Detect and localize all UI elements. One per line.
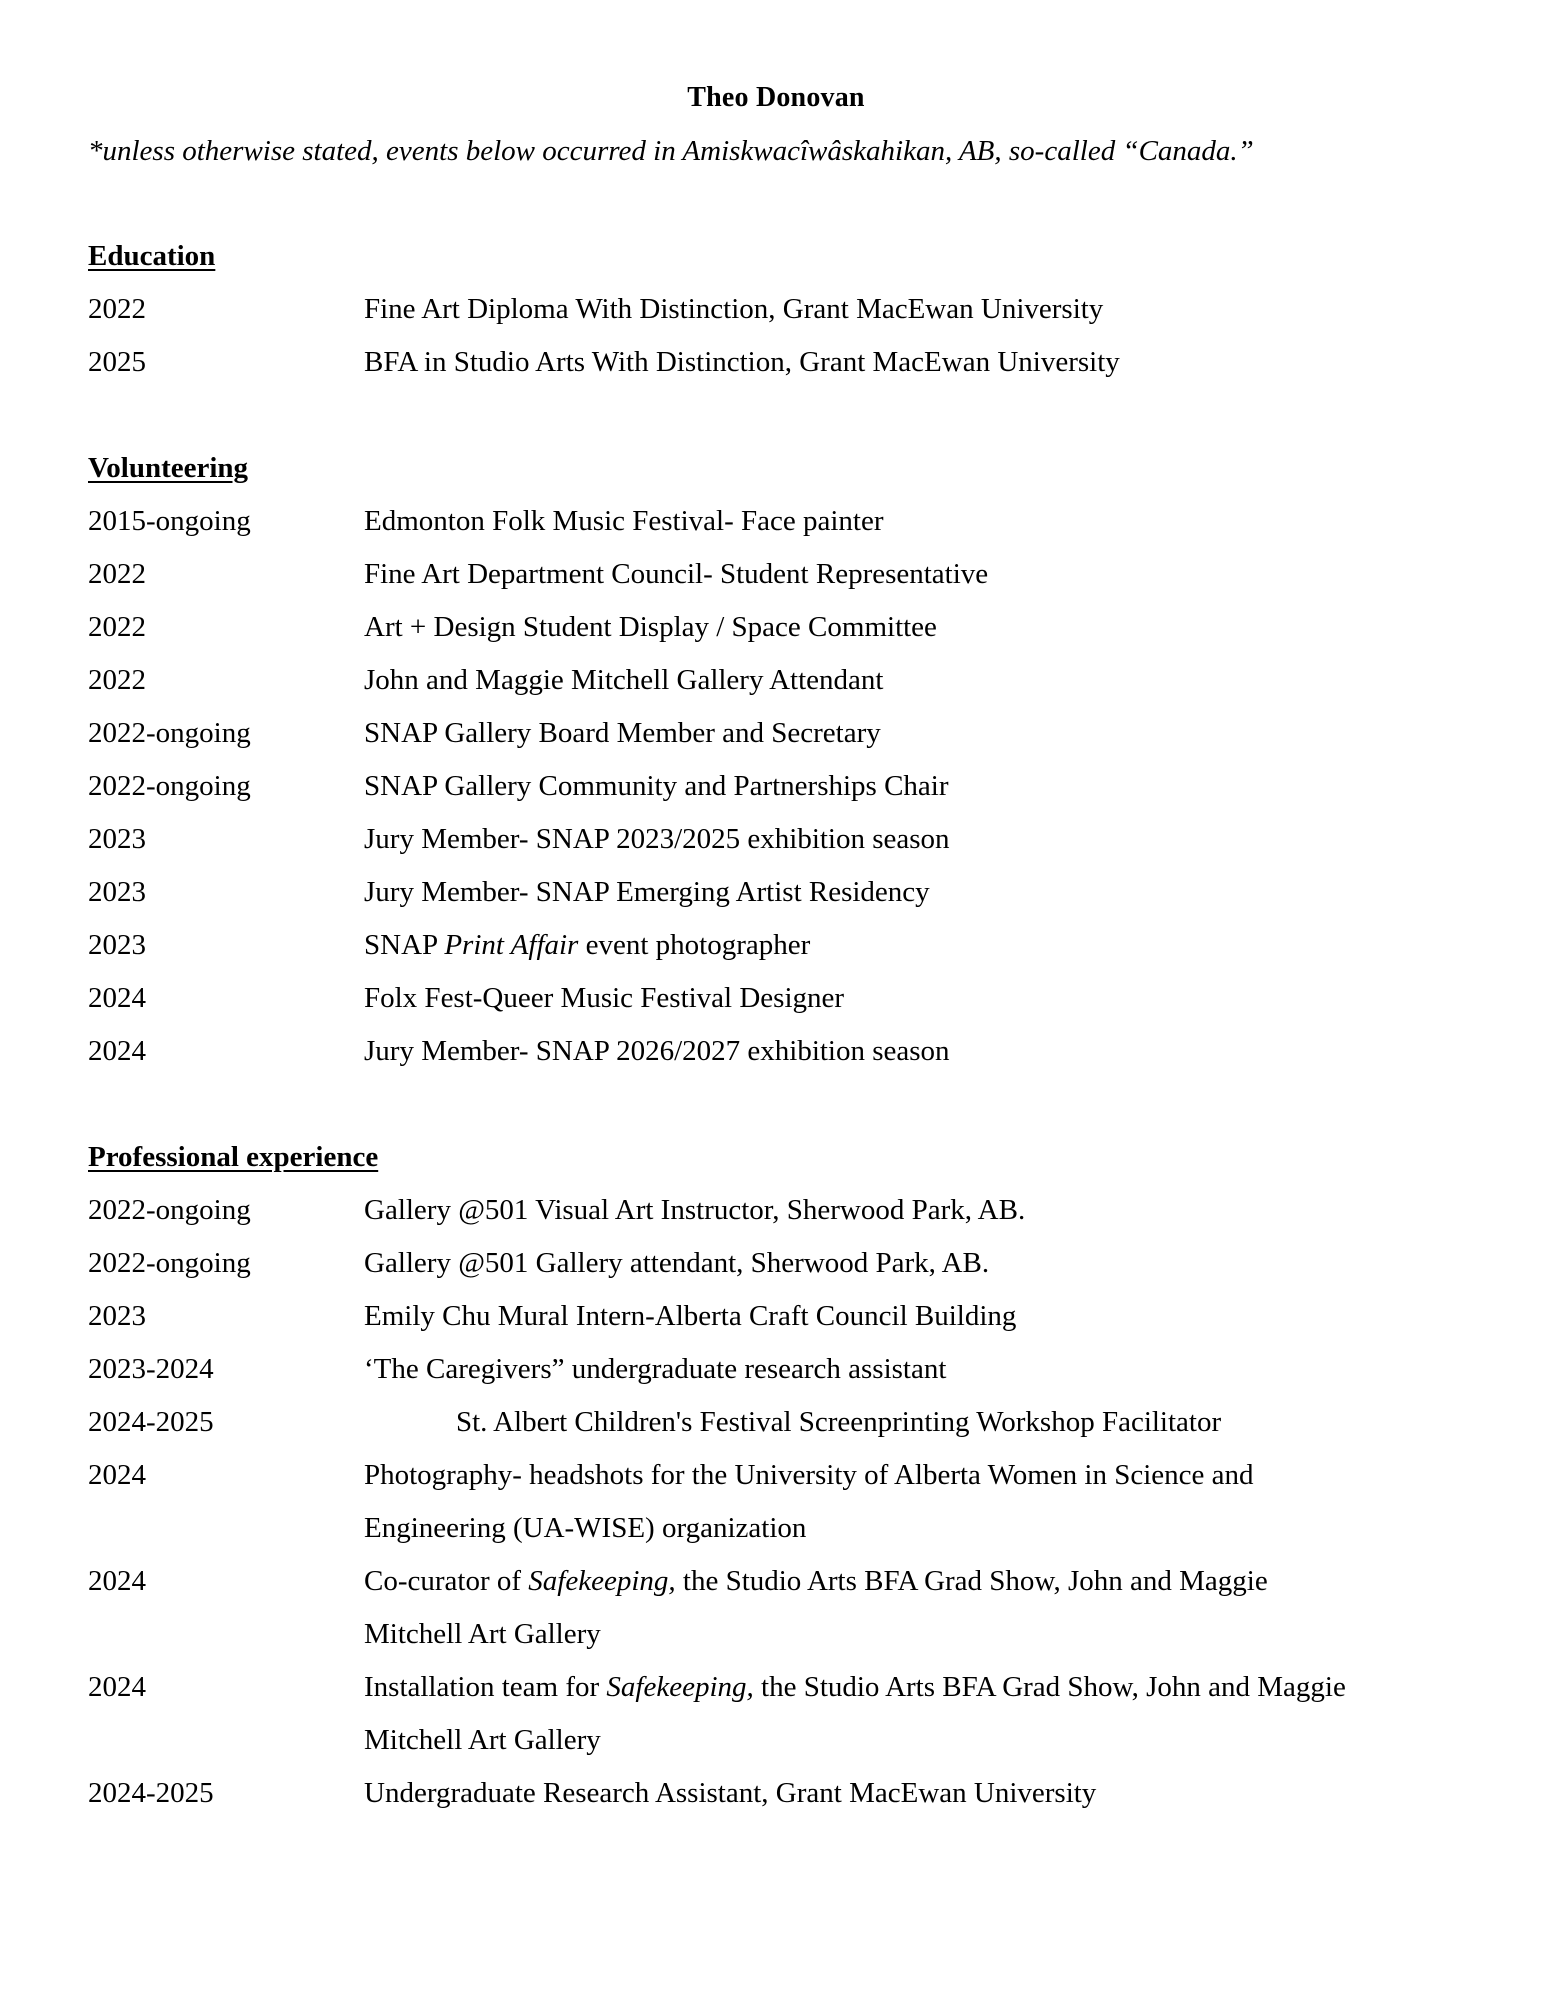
show-title: Safekeeping, bbox=[606, 1671, 754, 1703]
entry-year: 2023 bbox=[88, 823, 146, 855]
entry-description: John and Maggie Mitchell Gallery Attendant bbox=[364, 664, 884, 696]
entry-year: 2024 bbox=[88, 1671, 146, 1703]
resume-name: Theo Donovan bbox=[687, 82, 865, 113]
entry-description: Co-curator of Safekeeping, the Studio Arts BFA Grad Show, John and Maggie Mitchell Art Gallery bbox=[364, 1562, 1268, 1653]
entry-description-continued: Engineering (UA-WISE) organization bbox=[364, 1512, 807, 1544]
location-note: *unless otherwise stated, events below occurred in Amiskwacîwâskahikan, AB, so-called “Canada.” bbox=[88, 135, 1254, 167]
entry-year: 2022-ongoing bbox=[88, 1247, 251, 1279]
entry-year: 2025 bbox=[88, 346, 146, 378]
education-heading: Education bbox=[88, 240, 216, 272]
entry-description: Folx Fest-Queer Music Festival Designer bbox=[364, 982, 845, 1014]
entry-description: Gallery @501 Visual Art Instructor, Sherwood Park, AB. bbox=[364, 1194, 1026, 1226]
entry-description-continued: Mitchell Art Gallery bbox=[364, 1618, 601, 1650]
entry-description: Installation team for Safekeeping, the Studio Arts BFA Grad Show, John and Maggie Mitchell Art Gallery bbox=[364, 1668, 1346, 1759]
entry-year: 2024 bbox=[88, 1565, 146, 1597]
event-title: Print Affair bbox=[444, 929, 579, 961]
entry-year: 2024 bbox=[88, 1459, 146, 1491]
entry-description: Undergraduate Research Assistant, Grant MacEwan University bbox=[364, 1777, 1097, 1809]
entry-year: 2023 bbox=[88, 929, 146, 961]
entry-year: 2024-2025 bbox=[88, 1777, 214, 1809]
entry-description: ‘The Caregivers” undergraduate research assistant bbox=[364, 1353, 947, 1385]
entry-description: Fine Art Diploma With Distinction, Grant MacEwan University bbox=[364, 293, 1104, 325]
entry-description: SNAP Print Affair event photographer bbox=[364, 929, 811, 961]
entry-year: 2022 bbox=[88, 664, 146, 696]
entry-description: Photography- headshots for the University of Alberta Women in Science and Engineering (UA-WISE) organization bbox=[364, 1456, 1253, 1547]
entry-description: Edmonton Folk Music Festival- Face painter bbox=[364, 505, 884, 537]
entry-description: Emily Chu Mural Intern-Alberta Craft Council Building bbox=[364, 1300, 1017, 1332]
entry-description: Jury Member- SNAP 2023/2025 exhibition season bbox=[364, 823, 950, 855]
entry-description: Gallery @501 Gallery attendant, Sherwood Park, AB. bbox=[364, 1247, 990, 1279]
entry-description-continued: Mitchell Art Gallery bbox=[364, 1724, 601, 1756]
entry-year: 2024 bbox=[88, 982, 146, 1014]
entry-description: St. Albert Children's Festival Screenprinting Workshop Facilitator bbox=[456, 1406, 1222, 1438]
entry-description: SNAP Gallery Community and Partnerships Chair bbox=[364, 770, 949, 802]
entry-description: Jury Member- SNAP 2026/2027 exhibition season bbox=[364, 1035, 950, 1067]
entry-year: 2024-2025 bbox=[88, 1406, 214, 1438]
entry-year: 2022-ongoing bbox=[88, 717, 251, 749]
entry-year: 2022 bbox=[88, 293, 146, 325]
professional-heading: Professional experience bbox=[88, 1141, 379, 1173]
entry-description: SNAP Gallery Board Member and Secretary bbox=[364, 717, 881, 749]
entry-year: 2022-ongoing bbox=[88, 770, 251, 802]
entry-year: 2023 bbox=[88, 1300, 146, 1332]
entry-year: 2024 bbox=[88, 1035, 146, 1067]
entry-year: 2023 bbox=[88, 876, 146, 908]
entry-year: 2022-ongoing bbox=[88, 1194, 251, 1226]
volunteering-heading: Volunteering bbox=[88, 452, 249, 484]
entry-year: 2022 bbox=[88, 558, 146, 590]
entry-description: BFA in Studio Arts With Distinction, Grant MacEwan University bbox=[364, 346, 1120, 378]
entry-year: 2015-ongoing bbox=[88, 505, 251, 537]
entry-description: Fine Art Department Council- Student Representative bbox=[364, 558, 989, 590]
entry-description: Jury Member- SNAP Emerging Artist Residency bbox=[364, 876, 930, 908]
entry-description: Art + Design Student Display / Space Committee bbox=[364, 611, 937, 643]
entry-year: 2022 bbox=[88, 611, 146, 643]
entry-year: 2023-2024 bbox=[88, 1353, 214, 1385]
show-title: Safekeeping, bbox=[528, 1565, 676, 1597]
